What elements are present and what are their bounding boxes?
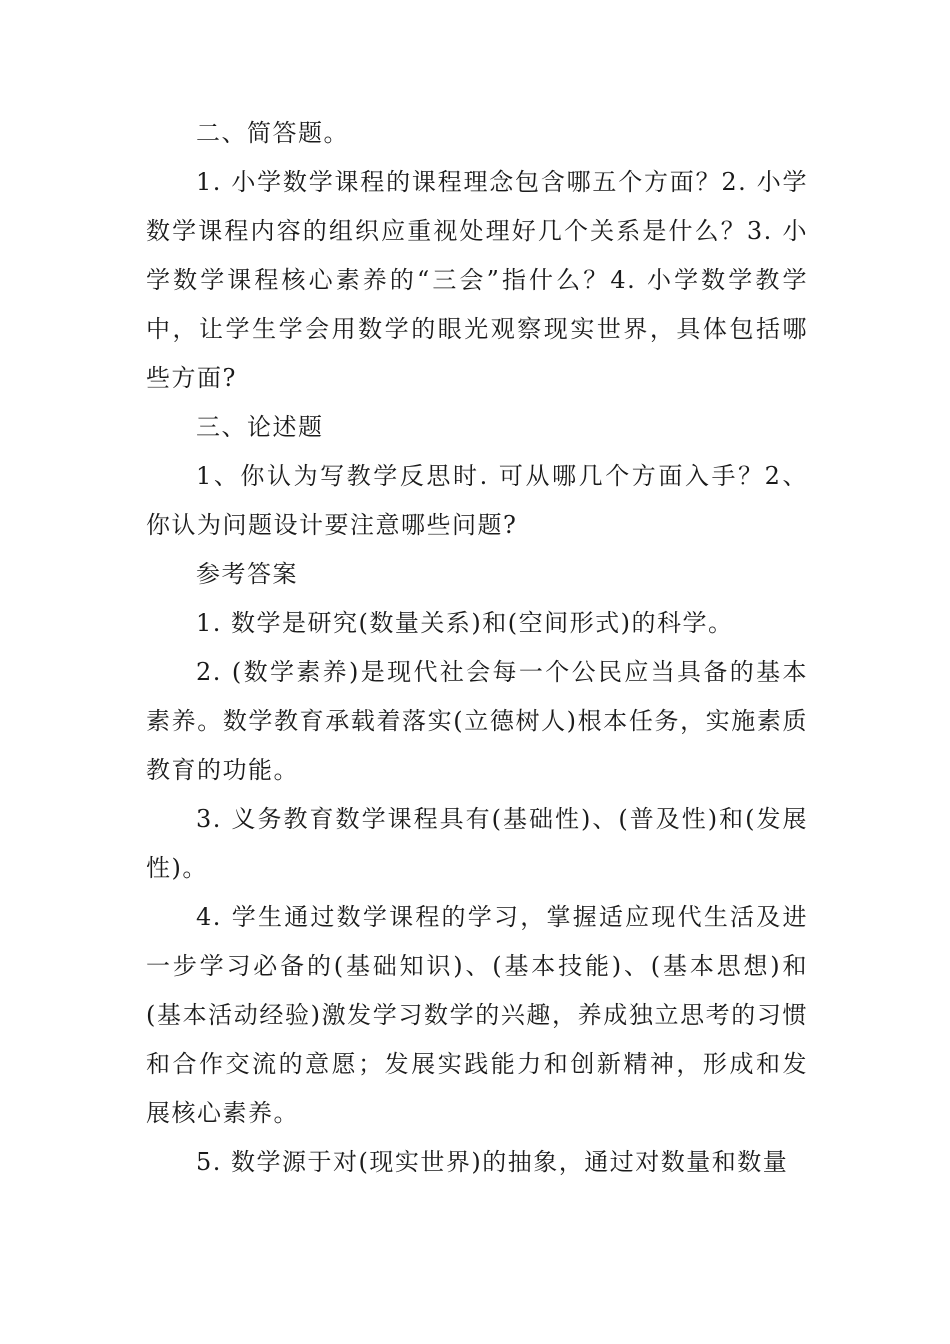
answer-4: 4. 学生通过数学课程的学习，掌握适应现代生活及进一步学习必备的(基础知识)、(基本技能)、(基本思想)和(基本活动经验)激发学习数学的兴趣，养成独立思考的习惯和合作交流的意愿；发展实践能力和创新精神，形成和发展核心素养。: [146, 903, 808, 1127]
short-answer-questions: 1. 小学数学课程的课程理念包含哪五个方面？2. 小学数学课程内容的组织应重视处理好几个关系是什么？3. 小学数学课程核心素养的“三会”指什么？4. 小学数学教学中，让学生学会用数学的眼光观察现实世界，具体包括哪些方面?: [146, 168, 808, 392]
document-body: [146, 109, 808, 1187]
essay-questions: 1、你认为写教学反思时. 可从哪几个方面入手？2、你认为问题设计要注意哪些问题?: [146, 462, 808, 539]
answer-3: 3. 义务教育数学课程具有(基础性)、(普及性)和(发展性)。: [146, 805, 808, 882]
answer-5: 5. 数学源于对(现实世界)的抽象，通过对数量和数量: [196, 1148, 789, 1176]
answer-1: 1. 数学是研究(数量关系)和(空间形式)的科学。: [196, 609, 734, 637]
section-heading-short-answer: 二、简答题。: [196, 119, 349, 147]
section-heading-answers: 参考答案: [196, 560, 298, 588]
section-heading-essay: 三、论述题: [196, 413, 324, 441]
answer-2: 2. (数学素养)是现代社会每一个公民应当具备的基本素养。数学教育承载着落实(立德树人)根本任务，实施素质教育的功能。: [146, 658, 808, 784]
